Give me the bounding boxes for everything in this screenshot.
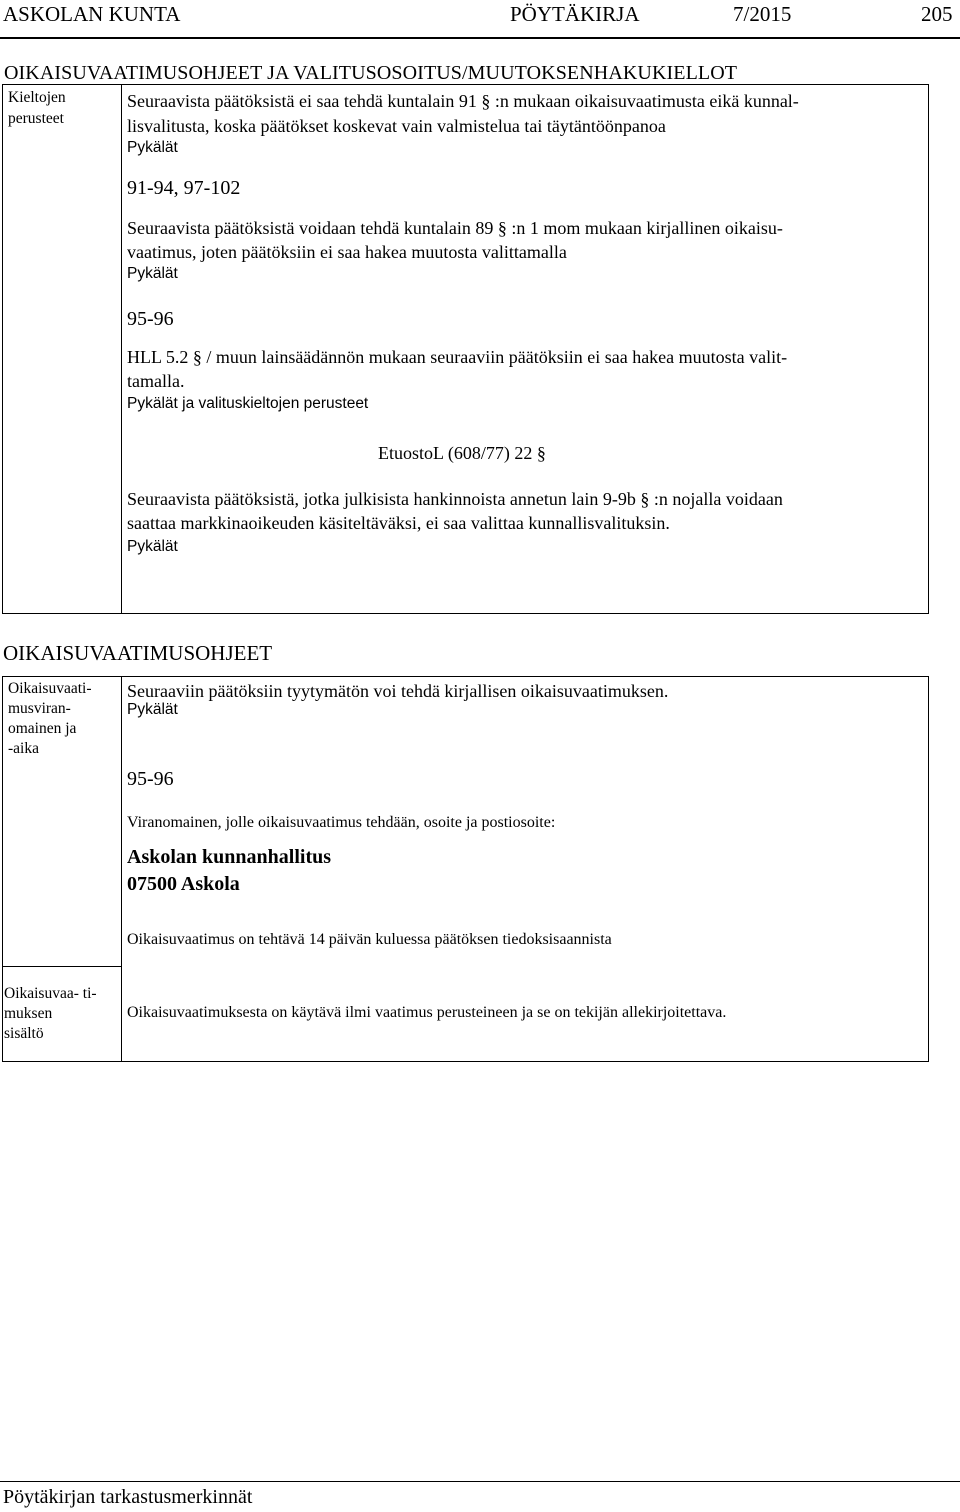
block2-value: 95-96: [127, 308, 174, 330]
row1-value: 95-96: [127, 768, 174, 790]
authority-address: 07500 Askola: [127, 873, 240, 895]
header-doc-type: PÖYTÄKIRJA: [510, 2, 640, 26]
row1-side-label-line2: musviran-: [8, 700, 71, 717]
row1-side-label-line3: omainen ja: [8, 720, 77, 737]
block4-line1: Seuraavista päätöksistä, jotka julkisista hankinnoista annetun lain 9-9b § :n nojalla voidaan: [127, 489, 783, 509]
row1-side-label-line1: Oikaisuvaati-: [8, 680, 92, 697]
footer-label: Pöytäkirjan tarkastusmerkinnät: [3, 1486, 253, 1508]
block3-label: Pykälät ja valituskieltojen perusteet: [127, 395, 369, 412]
block1-value: 91-94, 97-102: [127, 177, 241, 199]
header-issue: 7/2015: [733, 2, 792, 26]
row2-side-label-line2: muksen: [4, 1005, 53, 1022]
block4-label: Pykälät: [127, 538, 178, 555]
row2-side-label-line3: sisältö: [4, 1025, 44, 1042]
section1-side-label-line1: Kieltojen: [8, 89, 66, 106]
section1-title: OIKAISUVAATIMUSOHJEET JA VALITUSOSOITUS/MUUTOKSENHAKUKIELLOT: [4, 62, 738, 84]
block1-line2: lisvalitusta, koska päätökset koskevat vain valmistelua tai täytäntöönpanoa: [127, 116, 666, 136]
footer-rule: [0, 1481, 960, 1482]
section2-divider: [121, 676, 122, 1062]
header-municipality: ASKOLAN KUNTA: [3, 2, 181, 26]
row2-text: Oikaisuvaatimuksesta on käytävä ilmi vaatimus perusteineen ja se on tekijän allekirjoitettava.: [127, 1004, 727, 1021]
block3-line2: tamalla.: [127, 371, 185, 391]
row1-intro: Seuraaviin päätöksiin tyytymätön voi tehdä kirjallisen oikaisuvaatimuksen.: [127, 681, 669, 701]
header-rule: [0, 37, 960, 39]
authority-name: Askolan kunnanhallitus: [127, 846, 332, 868]
authority-label: Viranomainen, jolle oikaisuvaatimus tehdään, osoite ja postiosoite:: [127, 814, 556, 831]
deadline-text: Oikaisuvaatimus on tehtävä 14 päivän kuluessa päätöksen tiedoksisaannista: [127, 931, 612, 948]
row1-label: Pykälät: [127, 701, 178, 718]
section2-side-separator: [2, 966, 122, 967]
row2-side-label-line1: Oikaisuvaa- ti-: [4, 985, 97, 1002]
block3-value: EtuostoL (608/77) 22 §: [378, 443, 546, 463]
section2-title: OIKAISUVAATIMUSOHJEET: [3, 641, 273, 665]
block4-line2: saattaa markkinaoikeuden käsiteltäväksi, ei saa valittaa kunnallisvalituksin.: [127, 513, 670, 533]
block1-label: Pykälät: [127, 139, 178, 156]
header-page-number: 205: [921, 2, 953, 26]
block2-line2: vaatimus, joten päätöksiin ei saa hakea muutosta valittamalla: [127, 242, 567, 262]
section1-divider: [121, 84, 122, 614]
block3-line1: HLL 5.2 § / muun lainsäädännön mukaan seuraaviin päätöksiin ei saa hakea muutosta valit-: [127, 347, 788, 367]
block2-line1: Seuraavista päätöksistä voidaan tehdä kuntalain 89 § :n 1 mom mukaan kirjallinen oikaisu-: [127, 218, 783, 238]
section1-side-label-line2: perusteet: [8, 110, 64, 127]
block2-label: Pykälät: [127, 265, 178, 282]
row1-side-label-line4: -aika: [8, 740, 39, 757]
block1-line1: Seuraavista päätöksistä ei saa tehdä kuntalain 91 § :n mukaan oikaisuvaatimusta eikä kunnal-: [127, 91, 799, 111]
